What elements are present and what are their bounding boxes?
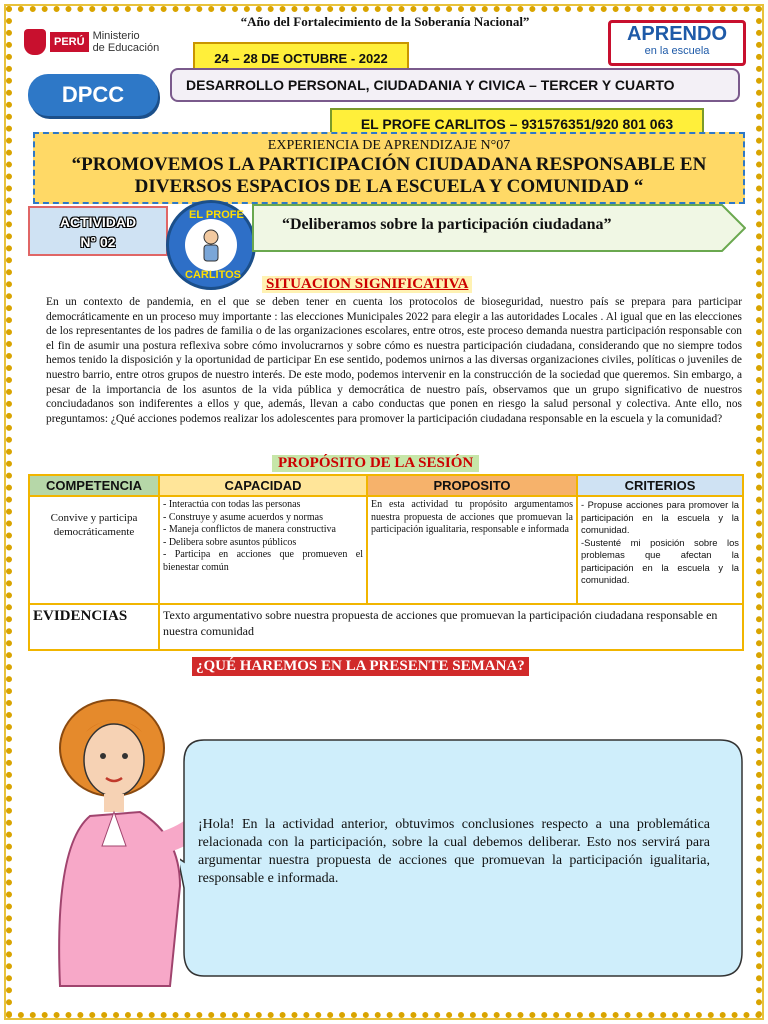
activity-label: [28, 206, 168, 256]
aprendo-logo: [608, 20, 746, 66]
criterios-cell: [577, 496, 743, 604]
list-item: - Delibera sobre asuntos públicos: [163, 536, 297, 548]
activity-title-arrow: [252, 204, 746, 252]
aprendo-subtitle: en la escuela: [644, 45, 710, 57]
col-proposito: PROPOSITO: [367, 475, 577, 496]
activity-title: “Deliberamos sobre la participación ciudadana”: [282, 216, 612, 233]
table-header-row: [29, 475, 743, 496]
list-item: - Propuse acciones para promover la participación en la escuela y la comunidad.: [581, 499, 739, 535]
ministry-name-line2: de Educación: [92, 42, 160, 54]
date-range: 24 – 28 DE OCTUBRE - 2022: [193, 42, 409, 74]
competencia-cell: Convive y participa democráticamente: [29, 496, 159, 604]
ministry-name-line1: Ministerio: [92, 30, 140, 42]
badge-top-text: EL PROFE: [189, 209, 244, 221]
list-item: -Sustenté mi posición sobre los problemas que afectan la participación en la escuela y la comunidad.: [581, 536, 739, 585]
capacidad-cell: [159, 496, 367, 604]
activity-label-line1: ACTIVIDAD: [59, 214, 137, 230]
experience-box: [33, 132, 745, 204]
table-row: [29, 604, 743, 650]
peru-shield-icon: [24, 29, 46, 55]
situation-heading: SITUACION SIGNIFICATIVA: [262, 276, 472, 293]
list-item: - Construye y asume acuerdos y normas: [163, 511, 323, 523]
speech-bubble: [180, 738, 745, 980]
week-heading: ¿QUÉ HAREMOS EN LA PRESENTE SEMANA?: [192, 657, 529, 676]
list-item: - Maneja conflictos de manera constructiva: [163, 524, 336, 535]
col-competencia: COMPETENCIA: [29, 475, 159, 496]
list-item: - Participa en acciones que promueven el bienestar común: [163, 549, 363, 573]
evidencias-label: EVIDENCIAS: [29, 604, 159, 650]
proposito-cell: En esta actividad tu propósito argumentamos nuestra propuesta de acciones que promuevan la participación igualitaria, responsable e informada: [367, 496, 577, 604]
evidencias-text: Texto argumentativo sobre nuestra propuesta de acciones que promuevan la participación ciudadana responsable en nuestra comunidad: [159, 604, 743, 650]
table-row: [29, 496, 743, 604]
purpose-table: [28, 474, 744, 651]
ministry-logo: [24, 24, 164, 60]
purpose-heading: PROPÓSITO DE LA SESIÓN: [272, 455, 479, 472]
bubble-text: ¡Hola! En la actividad anterior, obtuvimos conclusiones respecto a una problemática relacionada con la participación, sobre la cual debemos deliberar. Esto nos servirá para argumentar nuestra propuesta de acciones que promuevan la participación igualitaria, responsable e informada.: [198, 817, 710, 886]
list-item: - Interactúa con todas las personas: [163, 499, 301, 510]
col-criterios: CRITERIOS: [577, 475, 743, 496]
badge-bottom-text: CARLITOS: [185, 269, 242, 281]
experience-label: EXPERIENCIA DE APRENDIZAJE N°07: [267, 138, 511, 153]
aprendo-title: APRENDO: [626, 23, 727, 45]
year-motto: “Año del Fortalecimiento de la Soberanía Nacional”: [240, 14, 530, 29]
experience-title: “PROMOVEMOS LA PARTICIPACIÓN CIUDADANA RESPONSABLE EN DIVERSOS ESPACIOS DE LA ESCUELA Y COMUNIDAD “: [71, 154, 707, 197]
col-capacidad: CAPACIDAD: [159, 475, 367, 496]
area-badge: DPCC: [28, 74, 158, 116]
author-contact: EL PROFE CARLITOS – 931576351/920 801 063: [330, 108, 704, 140]
profe-badge-logo: [166, 200, 256, 290]
activity-label-line2: N° 02: [80, 234, 116, 250]
teacher-figure-icon: [185, 219, 237, 271]
ministry-name: [93, 30, 160, 54]
situation-text: En un contexto de pandemia, en el que se deben tener en cuenta los protocolos de bioseguridad, nuestro país se prepara para participar democráticamente en un proceso muy importante : las elecciones Municipales 2022 para elegir a las autoridades Locales . Al igual que en las elecciones de los representantes de los padres de familia o de las organizaciones escolares, entre otros, este proceso demanda nuestra participación responsable con el fin de asumir una postura reflexiva sobre cómo involucrarnos y sobre cómo es nuestra participación ciudadana, considerando que no siempre todos hemos tenido la disposición y la oportunidad de participar En ese sentido, podemos unirnos a las diversas organizaciones civiles, políticas o juveniles de nuestro barrio, entre otros grupos de nuestro interés. De este modo, podemos intervenir en la construcción de la sociedad que queremos. Sin embargo, a pesar de la importancia de los asuntos de la vida pública y democrática de nuestro país, observamos que un grupo significativo de nuestros conciudadanos son indiferentes a ellos y que, además, llevan a cabo conductas que ponen en riesgo la salud personal y colectiva. Ante ello, nos preguntamos: ¿Qué acciones podemos realizar los adolescentes para promover la participación ciudadana responsable en la escuela y la comunidad?: [46, 296, 742, 425]
ministry-peru-label: PERÚ: [50, 32, 89, 52]
course-title: DESARROLLO PERSONAL, CIUDADANIA Y CIVICA – TERCER Y CUARTO: [170, 68, 740, 102]
